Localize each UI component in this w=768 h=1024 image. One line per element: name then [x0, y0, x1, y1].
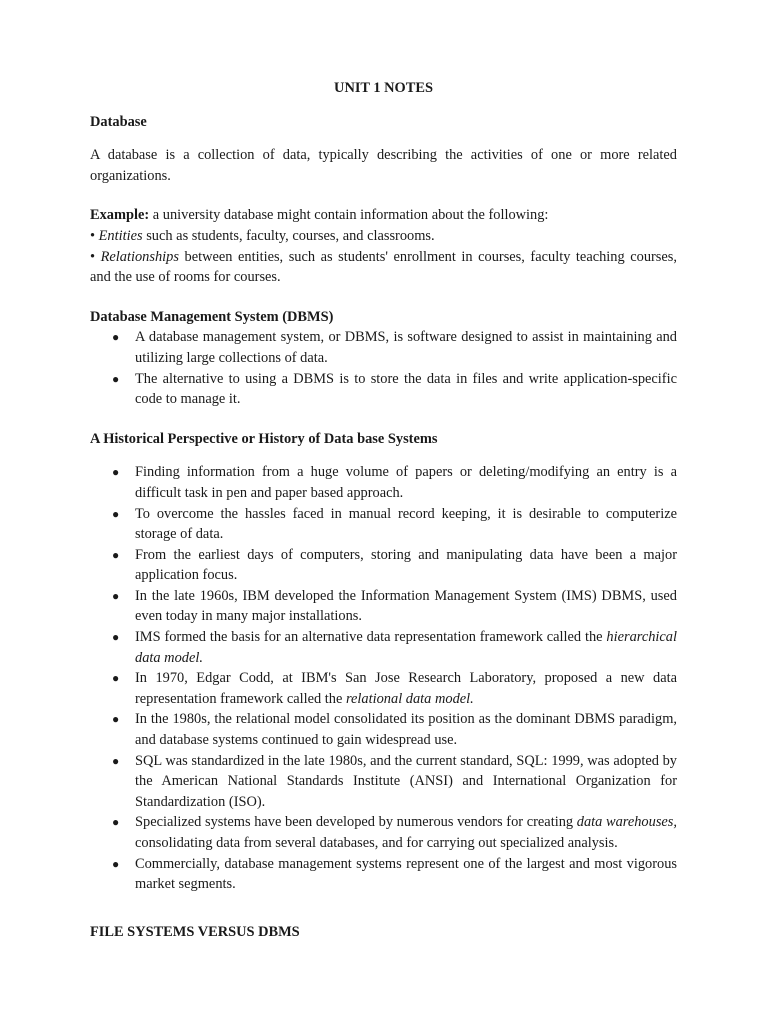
bullet-icon: ● — [112, 712, 120, 727]
data-warehouses-term: data warehouses, — [576, 814, 678, 831]
list-item-text: The alternative to using a DBMS is to store the data in files and write application-specific code to manage it. — [135, 370, 677, 408]
list-item — [90, 668, 677, 709]
bullet-icon: ● — [112, 856, 120, 871]
bullet-icon: ● — [112, 630, 120, 645]
bullet-icon: ● — [112, 330, 120, 345]
list-item — [90, 327, 677, 368]
document-page — [90, 78, 677, 942]
list-item-text: From the earliest days of computers, storing and manipulating data have been a major application focus. — [135, 546, 677, 584]
relationships-text: between entities, such as students' enrollment in courses, faculty teaching courses, and the use of rooms for courses. — [90, 248, 677, 286]
bullet-icon: ● — [112, 815, 120, 830]
list-item — [90, 627, 677, 668]
list-item — [90, 709, 677, 750]
list-item-text: In the late 1960s, IBM developed the Information Management System (IMS) DBMS, used even today in many major installations. — [135, 587, 677, 625]
list-item — [90, 586, 677, 627]
list-item-text: To overcome the hassles faced in manual record keeping, it is desirable to computerize storage of data. — [135, 505, 677, 543]
example-text: a university database might contain information about the following: — [149, 207, 549, 224]
list-item-text: Commercially, database management systems represent one of the largest and most vigorous market segments. — [135, 855, 677, 893]
list-item-text: In the 1980s, the relational model consolidated its position as the dominant DBMS paradigm, and database systems continued to gain widespread use. — [135, 711, 677, 749]
dbms-list — [90, 327, 677, 409]
list-item-text: Finding information from a huge volume of papers or deleting/modifying an entry is a difficult task in pen and paper based approach. — [135, 464, 677, 501]
history-list — [90, 462, 677, 894]
section-heading-database: Database — [90, 113, 147, 130]
list-item-text: IMS formed the basis for an alternative data representation framework called the — [135, 629, 607, 646]
relationships-bullet: • — [90, 248, 101, 265]
relationships-term: Relationships — [100, 248, 179, 265]
entities-bullet: • — [90, 227, 99, 244]
example-line — [90, 205, 677, 226]
database-definition: A database is a collection of data, typically describing the activities of one or more related organizations. — [90, 147, 677, 184]
entities-term: Entities — [98, 227, 143, 244]
section-heading-file-systems: FILE SYSTEMS VERSUS DBMS — [90, 923, 300, 940]
section-heading-history: A Historical Perspective or History of Data base Systems — [90, 430, 438, 447]
hierarchical-model-term: hierarchical data model. — [135, 629, 677, 666]
relational-model-term: relational data model. — [345, 690, 474, 707]
list-item-text: In 1970, Edgar Codd, at IBM's San Jose Research Laboratory, proposed a new data representation framework called the — [135, 670, 677, 707]
list-item — [90, 751, 677, 813]
list-item — [90, 462, 677, 503]
example-label: Example: — [90, 207, 150, 224]
relationships-line — [90, 247, 677, 288]
list-item — [90, 545, 677, 586]
section-heading-dbms: Database Management System (DBMS) — [90, 308, 334, 325]
bullet-icon: ● — [112, 588, 120, 603]
list-item-text: Specialized systems have been developed by numerous vendors for creating — [135, 814, 577, 831]
bullet-icon: ● — [112, 465, 120, 480]
bullet-icon: ● — [112, 506, 120, 521]
list-item — [90, 854, 677, 895]
list-item-text-rest: consolidating data from several databases, and for carrying out specialized analysis. — [135, 835, 618, 851]
bullet-icon: ● — [112, 753, 120, 768]
bullet-icon: ● — [112, 671, 120, 686]
entities-line — [90, 226, 677, 247]
bullet-icon: ● — [112, 371, 120, 386]
list-item — [90, 812, 677, 853]
entities-text: such as students, faculty, courses, and classrooms. — [142, 227, 435, 244]
list-item-text: A database management system, or DBMS, is software designed to assist in maintaining and utilizing large collections of data. — [135, 329, 677, 366]
list-item-text: SQL was standardized in the late 1980s, and the current standard, SQL: 1999, was adopted by the American National Standards Institute (ANSI) and International Organization for Standardization (ISO). — [135, 752, 677, 810]
list-item — [90, 369, 677, 410]
list-item — [90, 504, 677, 545]
page-title: UNIT 1 NOTES — [334, 80, 433, 96]
bullet-icon: ● — [112, 547, 120, 562]
